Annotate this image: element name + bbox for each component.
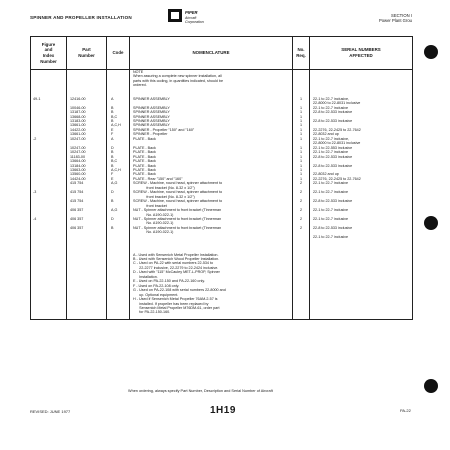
section-subtitle: Power Plant Grou (378, 18, 412, 24)
nomenclature-column: NOTE When assuring a complete new spinner installation, all parts with this coding, in quantities indicated, should be ordered. SPINNER ASSEMBLY SPINNER ASSEMBLY SPINNER ASSEMBLY SPINNER ASSEMBLY SPINNER ASSEMBLY SPINNER ASSEMBLY SPINNER - Propeller "150" and "160" SPINNER - Propeller PLATE - Back PLATE - Back PLATE - Back PLATE - Back PLATE - Back PLATE - Back PLATE - Back PLATE - Back PLATE - Rear "150" and "160" SCREW - Machine, round head, spinner attachment to front bracket (No. 8-32 x 1/2") SCREW - Machine, round head, spinner attachment to front bracket (No. 8-32 x 1/2") SCREW - Machine, round head, spinner attachment to front bracket NUT - Spinner attachment to front bracket (Tinnerman No. A190-022-1) NUT - Spinner attachment to front bracket (Tinnerman No. A190-022-1) NUT - Spinner attachment to front bracket (Tinnerman No. A190-022-1) A - Used with Sensenich Metal Propeller Installation. B - Used with Sensenich Wood Propeller Installation. C - Used on PA-22 with serial numbers 22-534 to 22-2277 inclusive, 22-2279 to 22-2424 inclusive. D - Used with "115" McCauley MET-L-PROP, Spinner Installation. E - Used on PA-22-150 and PA-22-160 only. F - Used on PA-22-108 only. G - Used on PA-22-108 with serial numbers 22-8000 and up. Optional equipment. H - Used if Sensenich Metal Propeller 76AM-2-57 is installed. If propeller has been replaced by Sensenich Metal Propeller M76DM-61, order part for PA-22-150-160. (130, 70, 293, 320)
binder-hole-top (424, 45, 438, 59)
col-header-nomenclature: NOMENCLATURE (130, 37, 293, 70)
parts-table (30, 36, 413, 320)
binder-hole-middle (424, 216, 438, 230)
logo-line-2: Aircraft Corporation (185, 16, 204, 24)
serial-numbers-column: 22-1 to 22-7 inclusive, 22-8000 to 22-8031 inclusive 22-1 to 22-7 inclusive 22-8 to 22-533 inclusive 22-8 to 22-533 inclusive 22-2276, 22-2425 to 22-7642 22-8032 and up 22-1 to 22-7 inclusive, 22-8000 to 22-8031 inclusive 22-1 to 22-553 inclusive 22-1 to 22-7 inclusive 22-8 to 22-533 inclusive 22-8 to 22-533 inclusive 22-8032 and up 22-2276, 22-2425 to 22-7642 22-1 to 22-7 inclusive 22-1 to 22-7 inclusive 22-8 to 22-533 inclusive 22-1 to 22-7 inclusive 22-1 to 22-7 inclusive 22-8 to 22-533 inclusive 22-1 to 22-7 inclusive (310, 70, 413, 320)
table-body-row (31, 70, 413, 320)
no-req-column: 1 1 1 1 1 1 1 1 1 1 1 1 1 1 1 1 1 2 2 2 2 2 2 (293, 70, 310, 320)
col-header-part-number: Part Number (67, 37, 107, 70)
ordering-note: When ordering, always specify Part Number, Description and Serial Number of Aircraft (128, 389, 273, 393)
piper-logo (168, 9, 212, 23)
section-label-block (379, 13, 412, 23)
logo-line-1: PIPER (185, 10, 198, 15)
part-number-column: 12416-00 10046-00 13187-00 13668-00 13183-00 13661-00 14422-00 13661-00 10247-00 10247-00 10247-00 11183-00 13664-00 13184-00 13663-00 13560-00 14424-00 415 754 415 754 415 754 406 357 406 357 406 357 (67, 70, 107, 320)
microfiche-page-code: 1H19 (210, 405, 236, 416)
fig-column: 49-1 -2 -3 -4 (31, 70, 67, 320)
code-column: A B B B,C B A,C,H E F A D B B B,C B A,C,H F E A,G D B A,G D B (107, 70, 130, 320)
section-title: SPINNER AND PROPELLER INSTALLATION (30, 15, 132, 20)
binder-hole-bottom (424, 379, 438, 393)
col-header-no-req: No. Req. (293, 37, 310, 70)
col-header-serial-numbers: SERIAL NUMBERS AFFECTED (310, 37, 413, 70)
piper-logo-mark (168, 9, 182, 22)
table-header-row (31, 37, 413, 70)
col-header-figure: Figure and Index Number (31, 37, 67, 70)
revision-date: REVISED: JUNE 1977 (30, 409, 71, 414)
page-number: PA-22 (400, 408, 411, 413)
col-header-code: Code (107, 37, 130, 70)
section-label: SECTION I (391, 13, 412, 18)
